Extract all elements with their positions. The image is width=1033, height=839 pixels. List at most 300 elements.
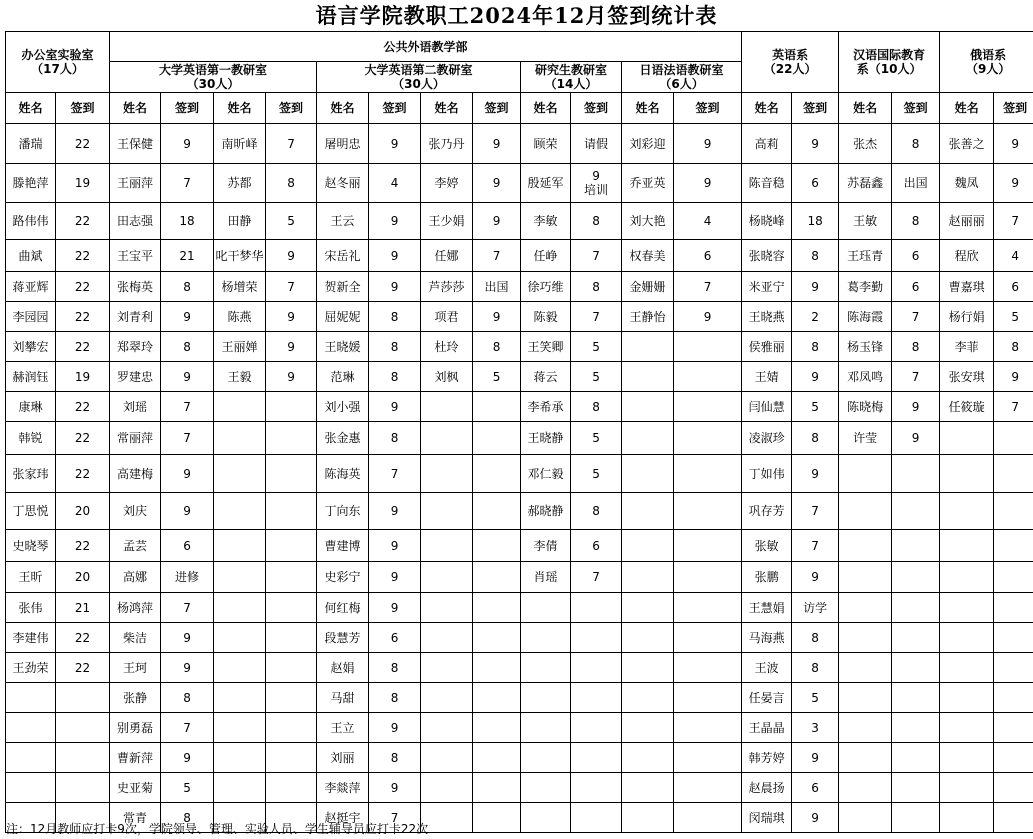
sign-cell: 6 <box>571 530 622 562</box>
sign-cell: 7 <box>161 422 214 455</box>
name-cell: 丁如伟 <box>742 455 792 493</box>
name-cell: 杨行娟 <box>940 302 994 332</box>
name-cell: 王晓燕 <box>742 302 792 332</box>
sign-cell <box>892 455 940 493</box>
sign-cell: 6 <box>161 530 214 562</box>
name-cell <box>421 773 473 803</box>
name-cell: 王昕 <box>6 562 56 593</box>
name-cell: 王晶晶 <box>742 713 792 743</box>
sign-cell <box>473 392 521 422</box>
name-cell <box>622 332 674 362</box>
sign-cell: 7 <box>369 803 421 833</box>
name-cell: 范琳 <box>317 362 369 392</box>
name-cell: 刘大艳 <box>622 203 674 240</box>
sign-cell: 6 <box>369 623 421 653</box>
name-cell: 张杰 <box>839 124 892 164</box>
name-cell <box>421 593 473 623</box>
sign-cell <box>266 713 317 743</box>
sign-cell <box>266 593 317 623</box>
name-cell: 张金惠 <box>317 422 369 455</box>
name-cell: 陈海霞 <box>839 302 892 332</box>
name-cell <box>940 803 994 833</box>
name-cell: 刘丽 <box>317 743 369 773</box>
sign-cell: 9 <box>994 164 1033 203</box>
sign-cell <box>674 493 742 530</box>
sign-cell: 8 <box>892 332 940 362</box>
name-cell: 丁思悦 <box>6 493 56 530</box>
sign-cell: 7 <box>994 392 1033 422</box>
english-dept-name: 英语系 <box>772 48 809 62</box>
name-cell: 屠明忠 <box>317 124 369 164</box>
sign-cell: 9 <box>473 302 521 332</box>
name-cell <box>421 653 473 683</box>
name-cell <box>839 593 892 623</box>
sign-cell: 18 <box>792 203 839 240</box>
sign-cell: 7 <box>994 203 1033 240</box>
name-cell: 刘庆 <box>110 493 161 530</box>
name-cell: 张梅英 <box>110 272 161 302</box>
table-row <box>6 422 1033 455</box>
hanyu-dept-count: 系（10人） <box>856 62 922 76</box>
sign-cell <box>674 455 742 493</box>
sign-cell: 9 <box>473 164 521 203</box>
sign-cell <box>892 743 940 773</box>
sign-cell: 9 <box>266 302 317 332</box>
sign-cell <box>892 683 940 713</box>
name-cell: 权春美 <box>622 240 674 272</box>
name-cell <box>839 493 892 530</box>
sign-cell: 9 <box>369 272 421 302</box>
sign-cell <box>473 653 521 683</box>
column-label-sign: 签到 <box>994 93 1033 124</box>
sign-cell <box>674 362 742 392</box>
sign-cell: 5 <box>266 203 317 240</box>
name-cell: 王毅 <box>214 362 266 392</box>
name-cell: 任晏言 <box>742 683 792 713</box>
sign-cell: 9 <box>792 272 839 302</box>
name-cell: 徐巧维 <box>521 272 571 302</box>
table-row <box>6 392 1033 422</box>
sign-cell <box>994 803 1033 833</box>
name-cell: 张伟 <box>6 593 56 623</box>
sign-cell: 8 <box>369 743 421 773</box>
name-cell <box>839 743 892 773</box>
column-label-sign: 签到 <box>266 93 317 124</box>
sign-cell: 8 <box>369 422 421 455</box>
name-cell: 杨晓峰 <box>742 203 792 240</box>
sign-cell: 9 <box>792 124 839 164</box>
name-cell <box>214 713 266 743</box>
sign-cell: 6 <box>892 272 940 302</box>
sign-cell: 22 <box>56 124 110 164</box>
table-body <box>6 32 1033 833</box>
sign-cell <box>892 593 940 623</box>
sign-cell <box>674 332 742 362</box>
sign-cell <box>674 713 742 743</box>
sign-cell: 4 <box>994 240 1033 272</box>
name-cell: 闫仙慧 <box>742 392 792 422</box>
sign-cell: 9 <box>369 493 421 530</box>
sign-cell: 6 <box>792 164 839 203</box>
hanyu-dept-name: 汉语国际教育 <box>853 48 926 62</box>
sign-cell: 7 <box>571 302 622 332</box>
column-label-row <box>6 93 1033 124</box>
name-cell: 李菲 <box>940 332 994 362</box>
name-cell <box>6 773 56 803</box>
sign-cell: 9 <box>792 562 839 593</box>
sign-cell: 9 <box>792 455 839 493</box>
sign-cell: 7 <box>266 124 317 164</box>
name-cell: 金姗姗 <box>622 272 674 302</box>
subdept-name: 研究生教研室 <box>535 63 608 77</box>
name-cell <box>940 593 994 623</box>
sign-cell: 9 <box>674 302 742 332</box>
name-cell <box>940 653 994 683</box>
name-cell: 葛李勤 <box>839 272 892 302</box>
sign-cell: 9 <box>369 203 421 240</box>
name-cell: 郑翠玲 <box>110 332 161 362</box>
hanyu-dept-header <box>839 32 940 93</box>
name-cell: 王慧娟 <box>742 593 792 623</box>
subdept-name: 大学英语第一教研室 <box>159 63 268 77</box>
table-row <box>6 623 1033 653</box>
sign-cell: 9 <box>369 562 421 593</box>
sign-cell <box>266 422 317 455</box>
sign-cell <box>473 593 521 623</box>
sign-cell: 19 <box>56 164 110 203</box>
sign-cell: 6 <box>674 240 742 272</box>
sign-cell: 7 <box>266 272 317 302</box>
name-cell: 田志强 <box>110 203 161 240</box>
subdept-name: 日语法语教研室 <box>639 63 724 77</box>
name-cell <box>940 455 994 493</box>
sign-cell <box>994 493 1033 530</box>
name-cell: 屈妮妮 <box>317 302 369 332</box>
sign-cell <box>674 392 742 422</box>
public-dept-header: 公共外语教学部 <box>110 32 742 62</box>
name-cell: 贺新全 <box>317 272 369 302</box>
name-cell <box>421 713 473 743</box>
name-cell <box>940 562 994 593</box>
name-cell: 王宝平 <box>110 240 161 272</box>
sign-cell <box>994 713 1033 743</box>
name-cell: 肖瑶 <box>521 562 571 593</box>
english-dept-count: （22人） <box>763 62 817 76</box>
name-cell <box>940 743 994 773</box>
sign-cell: 9 <box>369 713 421 743</box>
name-cell: 刘彩迎 <box>622 124 674 164</box>
name-cell <box>622 562 674 593</box>
sign-cell: 9 <box>674 124 742 164</box>
name-cell: 李园园 <box>6 302 56 332</box>
sign-cell <box>674 803 742 833</box>
sign-cell <box>994 562 1033 593</box>
name-cell <box>521 713 571 743</box>
name-cell: 乔亚英 <box>622 164 674 203</box>
sign-cell <box>266 743 317 773</box>
table-row <box>6 203 1033 240</box>
table-row <box>6 562 1033 593</box>
column-label-sign: 签到 <box>369 93 421 124</box>
column-label-sign: 签到 <box>674 93 742 124</box>
name-cell <box>839 530 892 562</box>
name-cell: 赵丽丽 <box>940 203 994 240</box>
sign-cell: 22 <box>56 203 110 240</box>
sign-cell <box>994 683 1033 713</box>
sign-cell <box>473 422 521 455</box>
name-cell: 高莉 <box>742 124 792 164</box>
sign-cell: 9 <box>674 164 742 203</box>
sign-cell: 7 <box>161 392 214 422</box>
name-cell: 凌淑珍 <box>742 422 792 455</box>
sign-cell: 22 <box>56 240 110 272</box>
name-cell: 巩存芳 <box>742 493 792 530</box>
sign-cell <box>266 683 317 713</box>
table-row <box>6 362 1033 392</box>
sign-cell <box>994 455 1033 493</box>
subdept-name: 大学英语第二教研室 <box>364 63 473 77</box>
sign-cell: 8 <box>369 653 421 683</box>
name-cell: 李婷 <box>421 164 473 203</box>
name-cell: 王婧 <box>742 362 792 392</box>
name-cell <box>521 803 571 833</box>
sign-cell <box>266 455 317 493</box>
name-cell <box>622 530 674 562</box>
sign-cell <box>674 743 742 773</box>
name-cell <box>940 623 994 653</box>
sign-cell <box>674 653 742 683</box>
sign-cell <box>892 562 940 593</box>
sign-cell: 9 <box>473 203 521 240</box>
sign-cell <box>473 773 521 803</box>
table-row <box>6 302 1033 332</box>
office-dept-header <box>6 32 110 93</box>
english-dept-header <box>742 32 839 93</box>
name-cell <box>214 743 266 773</box>
sign-cell <box>994 623 1033 653</box>
name-cell <box>6 743 56 773</box>
name-cell: 张静 <box>110 683 161 713</box>
name-cell: 程欣 <box>940 240 994 272</box>
column-label-sign: 签到 <box>792 93 839 124</box>
name-cell: 任筱璇 <box>940 392 994 422</box>
sign-cell: 6 <box>792 773 839 803</box>
sign-cell <box>994 422 1033 455</box>
name-cell: 杨鸿萍 <box>110 593 161 623</box>
sign-cell: 21 <box>161 240 214 272</box>
sign-cell <box>892 713 940 743</box>
sign-cell <box>266 623 317 653</box>
name-cell <box>421 530 473 562</box>
sign-cell <box>674 530 742 562</box>
name-cell: 滕艳萍 <box>6 164 56 203</box>
name-cell: 韩锐 <box>6 422 56 455</box>
subdept-header <box>622 62 742 93</box>
name-cell <box>421 455 473 493</box>
sign-cell <box>56 683 110 713</box>
table-row <box>6 332 1033 362</box>
sign-cell <box>266 493 317 530</box>
name-cell: 王敏 <box>839 203 892 240</box>
sign-cell: 9 <box>792 803 839 833</box>
sign-cell: 8 <box>994 332 1033 362</box>
subdept-header <box>317 62 521 93</box>
column-label-sign: 签到 <box>56 93 110 124</box>
office-dept-name: 办公室实验室 <box>21 48 94 62</box>
name-cell: 刘小强 <box>317 392 369 422</box>
name-cell: 王丽婵 <box>214 332 266 362</box>
table-row <box>6 455 1033 493</box>
sign-cell: 请假 <box>571 124 622 164</box>
sign-cell: 9 <box>892 392 940 422</box>
name-cell: 李燚萍 <box>317 773 369 803</box>
sign-cell: 7 <box>571 562 622 593</box>
sign-cell <box>473 683 521 713</box>
column-label-name: 姓名 <box>521 93 571 124</box>
name-cell: 殷延军 <box>521 164 571 203</box>
name-cell <box>622 713 674 743</box>
sign-cell: 8 <box>792 623 839 653</box>
sign-cell <box>266 530 317 562</box>
name-cell: 王晓静 <box>521 422 571 455</box>
name-cell <box>421 623 473 653</box>
sign-cell: 22 <box>56 653 110 683</box>
column-label-sign: 签到 <box>473 93 521 124</box>
sign-cell <box>56 713 110 743</box>
name-cell: 任娜 <box>421 240 473 272</box>
name-cell: 常丽萍 <box>110 422 161 455</box>
sign-cell: 8 <box>571 203 622 240</box>
sign-cell <box>994 530 1033 562</box>
sign-cell: 8 <box>892 124 940 164</box>
column-label-name: 姓名 <box>940 93 994 124</box>
name-cell: 闵瑞琪 <box>742 803 792 833</box>
name-cell <box>622 623 674 653</box>
sign-cell: 9 <box>266 240 317 272</box>
name-cell: 曹建博 <box>317 530 369 562</box>
name-cell: 王珂 <box>110 653 161 683</box>
name-cell: 陈晓梅 <box>839 392 892 422</box>
sign-cell: 9 <box>369 240 421 272</box>
name-cell: 王少娟 <box>421 203 473 240</box>
name-cell: 张家玮 <box>6 455 56 493</box>
sign-cell <box>674 422 742 455</box>
sign-cell <box>571 803 622 833</box>
table-row <box>6 683 1033 713</box>
sign-cell <box>571 683 622 713</box>
name-cell <box>214 455 266 493</box>
name-cell: 王波 <box>742 653 792 683</box>
name-cell: 许莹 <box>839 422 892 455</box>
name-cell <box>214 773 266 803</box>
sign-cell: 5 <box>161 773 214 803</box>
name-cell <box>214 422 266 455</box>
name-cell: 史亚菊 <box>110 773 161 803</box>
sign-cell: 8 <box>792 422 839 455</box>
name-cell: 王丽萍 <box>110 164 161 203</box>
sign-cell <box>571 743 622 773</box>
sign-cell: 9 <box>994 124 1033 164</box>
subdept-count: （30人） <box>186 77 240 91</box>
name-cell <box>622 493 674 530</box>
name-cell <box>622 683 674 713</box>
sign-cell <box>892 530 940 562</box>
sign-cell <box>266 653 317 683</box>
name-cell: 米亚宁 <box>742 272 792 302</box>
sign-cell: 出国 <box>473 272 521 302</box>
table-row <box>6 773 1033 803</box>
name-cell: 张安琪 <box>940 362 994 392</box>
table-row <box>6 240 1033 272</box>
sign-cell: 访学 <box>792 593 839 623</box>
russian-dept-header <box>940 32 1033 93</box>
name-cell: 赵挺宇 <box>317 803 369 833</box>
name-cell: 蒋云 <box>521 362 571 392</box>
name-cell <box>214 562 266 593</box>
sign-cell: 3 <box>792 713 839 743</box>
column-label-name: 姓名 <box>622 93 674 124</box>
sign-cell: 7 <box>792 530 839 562</box>
column-label-name: 姓名 <box>839 93 892 124</box>
sign-cell <box>571 623 622 653</box>
name-cell: 韩芳婷 <box>742 743 792 773</box>
name-cell: 曹嘉琪 <box>940 272 994 302</box>
name-cell: 王笑卿 <box>521 332 571 362</box>
name-cell: 罗建忠 <box>110 362 161 392</box>
column-label-name: 姓名 <box>317 93 369 124</box>
name-cell: 高娜 <box>110 562 161 593</box>
column-label-name: 姓名 <box>6 93 56 124</box>
name-cell: 曹新萍 <box>110 743 161 773</box>
table-row <box>6 272 1033 302</box>
sign-cell <box>994 653 1033 683</box>
sign-cell: 8 <box>161 332 214 362</box>
name-cell <box>214 530 266 562</box>
sign-cell: 9 <box>266 332 317 362</box>
name-cell: 王保健 <box>110 124 161 164</box>
sign-cell: 8 <box>473 332 521 362</box>
name-cell <box>940 683 994 713</box>
name-cell <box>214 493 266 530</box>
name-cell <box>6 713 56 743</box>
sign-cell: 5 <box>571 332 622 362</box>
name-cell: 李倩 <box>521 530 571 562</box>
russian-dept-count: （9人） <box>965 62 1011 76</box>
sign-cell: 8 <box>369 332 421 362</box>
column-label-name: 姓名 <box>110 93 161 124</box>
name-cell <box>521 743 571 773</box>
name-cell <box>214 593 266 623</box>
sign-cell <box>571 773 622 803</box>
footnote: 注：12月教师应打卡9次，学院领导、管理、实验人员、学生辅导员应打卡22次 <box>6 822 429 836</box>
name-cell <box>421 743 473 773</box>
name-cell: 李建伟 <box>6 623 56 653</box>
name-cell: 魏凤 <box>940 164 994 203</box>
sign-cell: 7 <box>892 362 940 392</box>
name-cell: 刘青利 <box>110 302 161 332</box>
table-row <box>6 713 1033 743</box>
sign-cell: 19 <box>56 362 110 392</box>
name-cell <box>421 562 473 593</box>
name-cell: 柴洁 <box>110 623 161 653</box>
sign-cell <box>892 493 940 530</box>
name-cell: 项君 <box>421 302 473 332</box>
name-cell: 史晓琴 <box>6 530 56 562</box>
name-cell: 郝晓静 <box>521 493 571 530</box>
name-cell <box>214 392 266 422</box>
sign-cell: 9 <box>161 124 214 164</box>
name-cell <box>839 455 892 493</box>
